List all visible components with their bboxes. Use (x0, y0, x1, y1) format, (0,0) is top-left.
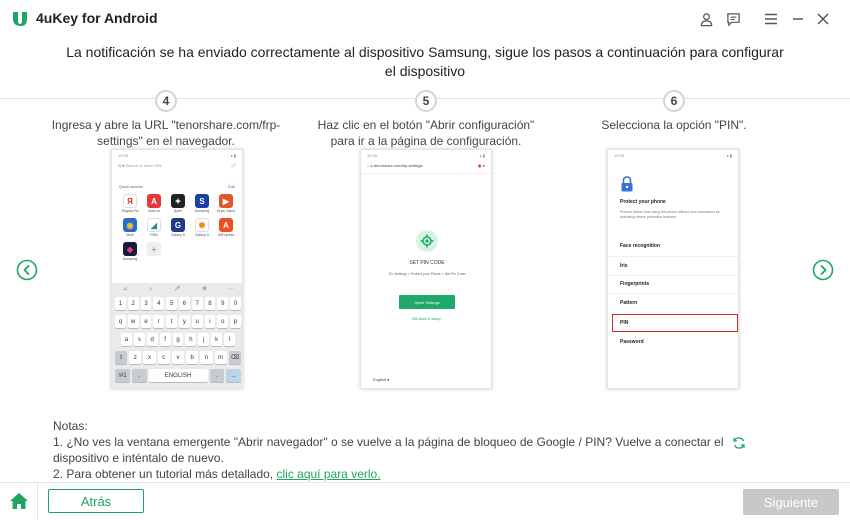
app-label: PNN (150, 233, 158, 237)
keyboard-key: 1 (115, 297, 126, 310)
quick-access-app (190, 218, 214, 237)
keyboard-key: q (115, 315, 126, 328)
keyboard-row (115, 315, 241, 328)
app-label: Samsung (194, 209, 210, 213)
app-icon: ▶ (219, 194, 233, 208)
open-settings-button: Open Settings (399, 295, 455, 309)
app-label: Яндекс.Ри (121, 209, 139, 213)
quick-access-edit: Edit (228, 184, 235, 189)
option-pin: PIN (620, 320, 629, 326)
browser-tab-icons: ▣ ● (477, 163, 485, 168)
phone-status-icons: ▴ ▮ (726, 153, 732, 158)
keyboard-key: g (173, 333, 184, 346)
back-button[interactable]: Atrás (48, 489, 144, 513)
lock-icon (620, 176, 634, 192)
keyboard-key: x (143, 351, 155, 364)
step-number: 6 (663, 90, 685, 112)
protect-phone-description: Prevent others from using this phone without your permission by activating device protection features. (620, 210, 720, 219)
keyboard-row (115, 351, 241, 364)
app-icon: A (219, 218, 233, 232)
title-bar (0, 0, 850, 38)
step-description: Selecciona la opción "PIN". (601, 118, 747, 132)
feedback-icon[interactable] (724, 10, 742, 28)
app-logo-icon (10, 9, 30, 29)
bottom-divider (0, 482, 850, 483)
note-1-continuation: dispositivo e inténtalo de nuevo. (53, 451, 224, 465)
app-label: Игры Sams (216, 209, 236, 213)
step-6 (549, 90, 799, 133)
step-5 (301, 90, 551, 149)
note-2 (53, 466, 753, 482)
next-button: Siguiente (743, 489, 839, 515)
quick-access-app (166, 218, 190, 237)
notes-label: Notas: (53, 419, 88, 433)
prev-arrow-icon[interactable] (16, 259, 38, 281)
language-selector: English ▾ (373, 377, 390, 382)
keyboard-key: h (185, 333, 196, 346)
option-fingerprints: Fingerprints (620, 281, 650, 287)
keyboard-key: y (179, 315, 190, 328)
browser-url-bar: ⌂ 🔒︎ tenorshare.com/frp-settings ▣ ● (367, 161, 487, 171)
keyboard-toolbar: ☺ ⌂ 🎤︎ ⚙ ⋯ (122, 286, 234, 292)
keyboard-key: ⇧ (115, 351, 127, 364)
app-icon: ◆ (123, 242, 137, 256)
phone-keyboard (112, 283, 243, 389)
option-iris: Iris (620, 263, 628, 269)
quick-access-app (118, 218, 142, 237)
option-password: Password (620, 339, 644, 345)
phone-status-time: 10:39 (367, 153, 378, 158)
minimize-icon[interactable] (789, 10, 807, 28)
browser-search-bar: G ▾ Search or enter URL 🎤︎ (118, 161, 238, 171)
keyboard-key: o (217, 315, 228, 328)
keyboard-key: , (132, 369, 147, 382)
note-1-text: 1. ¿No ves la ventana emergente "Abrir navegador" o se vuelve a la página de bloqueo de Google / PIN? Vuelve a conectar el (53, 435, 724, 449)
keyboard-key: p (230, 315, 241, 328)
quick-access-app (190, 194, 214, 213)
quick-access-app (118, 242, 142, 261)
option-pattern: Pattern (620, 300, 638, 306)
keyboard-key: i (205, 315, 216, 328)
mic-icon: 🎤︎ (230, 163, 236, 168)
keyboard-key: f (160, 333, 171, 346)
keyboard-key: e (141, 315, 152, 328)
keyboard-row (115, 297, 241, 310)
keyboard-key: m (215, 351, 227, 364)
keyboard-key: → (226, 369, 241, 382)
quick-access-app (142, 218, 166, 237)
reconnect-refresh-icon[interactable] (732, 436, 746, 450)
app-label: Galaxy A (194, 233, 209, 237)
step-4 (41, 90, 291, 149)
option-face-recognition: Face recognition (620, 243, 661, 249)
browser-url: tenorshare.com/frp-settings (373, 163, 423, 168)
app-icon: + (147, 242, 161, 256)
app-label: Avito.ru (148, 209, 160, 213)
note-1 (53, 434, 753, 450)
keyboard-row (115, 369, 241, 382)
quick-access-app (118, 194, 142, 213)
keyboard-key: 7 (192, 297, 203, 310)
notes-section (53, 418, 753, 482)
set-pin-instructions: Go Settings > Protect your Phone > Set Pin Code (388, 272, 466, 276)
menu-icon[interactable] (762, 10, 780, 28)
home-icon[interactable] (8, 490, 30, 512)
phone-status-icons: ▴ ▮ (479, 153, 485, 158)
app-label: Mobi (126, 233, 134, 237)
quick-access-app (166, 194, 190, 213)
keyboard-key: a (121, 333, 132, 346)
keyboard-key: 3 (141, 297, 152, 310)
step-description: Ingresa y abre la URL "tenorshare.com/frp-settings" en el navegador. (51, 118, 281, 148)
keyboard-key: ⌫ (229, 351, 241, 364)
keyboard-key: 0 (230, 297, 241, 310)
phone-status-time: 10:39 (118, 153, 129, 158)
keyboard-key: z (129, 351, 141, 364)
note-2-text: 2. Para obtener un tutorial más detallado, (53, 467, 277, 481)
quick-access-app (142, 194, 166, 213)
keyboard-key: 4 (153, 297, 164, 310)
keyboard-key: 2 (128, 297, 139, 310)
quick-access-app (142, 242, 166, 261)
app-label: Galaxy S (170, 233, 186, 237)
app-label: AliExpress (217, 233, 235, 237)
keyboard-key: r (153, 315, 164, 328)
app-label: Samsung (122, 257, 138, 261)
set-pin-title: SET PIN CODE (409, 260, 445, 266)
keyboard-key: b (186, 351, 198, 364)
step-description: Haz clic en el botón "Abrir configuración" para ir a la página de configuración. (317, 118, 535, 148)
keyboard-key: t (166, 315, 177, 328)
app-title: 4uKey for Android (36, 10, 158, 26)
option-divider (608, 256, 739, 257)
protect-phone-title: Protect your phone (620, 199, 666, 205)
quick-access-grid (118, 194, 238, 261)
app-icon: ◉ (123, 218, 137, 232)
step-number: 5 (415, 90, 437, 112)
app-label: Дзен (174, 209, 182, 213)
keyboard-key: l (224, 333, 235, 346)
app-icon: ◢ (147, 218, 161, 232)
option-divider (608, 293, 739, 294)
app-icon: ✺ (195, 218, 209, 232)
gear-icon (416, 230, 438, 252)
keyboard-key: u (192, 315, 203, 328)
quick-access-app (214, 218, 238, 237)
keyboard-key: . (210, 369, 225, 382)
close-icon[interactable] (814, 10, 832, 28)
app-icon: ✦ (171, 194, 185, 208)
keyboard-key: j (198, 333, 209, 346)
app-icon: Я (123, 194, 137, 208)
keyboard-row (115, 333, 241, 346)
keyboard-key: n (200, 351, 212, 364)
keyboard-key: c (158, 351, 170, 364)
keyboard-key: 8 (205, 297, 216, 310)
app-icon: S (195, 194, 209, 208)
url-bar-divider (361, 173, 492, 174)
quick-access-label: Quick access (119, 184, 143, 189)
keyboard-key: 6 (179, 297, 190, 310)
keyboard-key: d (147, 333, 158, 346)
keyboard-key: ENGLISH (149, 369, 208, 382)
quick-access-app (214, 194, 238, 213)
phone-screenshot-protect-phone (607, 149, 739, 389)
keyboard-key: w (128, 315, 139, 328)
keyboard-key: !#1 (115, 369, 130, 382)
phone-screenshot-frp-page (360, 149, 492, 389)
phone-screenshot-browser (111, 149, 243, 389)
phone-status-time: 10:39 (614, 153, 625, 158)
app-icon: A (147, 194, 161, 208)
next-arrow-icon[interactable] (812, 259, 834, 281)
keyboard-key: v (172, 351, 184, 364)
phone-status-icons: ▴ ▮ (230, 153, 236, 158)
still-stuck-link: Still stuck in setup? (412, 317, 442, 321)
keyboard-key: 5 (166, 297, 177, 310)
page-heading: La notificación se ha enviado correctamente al dispositivo Samsung, sigue los pasos a continuación para configurar el dispositivo (66, 44, 784, 79)
home-divider (37, 482, 38, 520)
user-icon[interactable] (697, 10, 715, 28)
app-icon: G (171, 218, 185, 232)
keyboard-key: 9 (217, 297, 228, 310)
keyboard-key: s (134, 333, 145, 346)
step-number: 4 (155, 90, 177, 112)
option-divider (608, 275, 739, 276)
keyboard-key: k (211, 333, 222, 346)
tutorial-link[interactable]: clic aquí para verlo. (276, 467, 381, 481)
search-placeholder: Search or enter URL (125, 163, 163, 168)
